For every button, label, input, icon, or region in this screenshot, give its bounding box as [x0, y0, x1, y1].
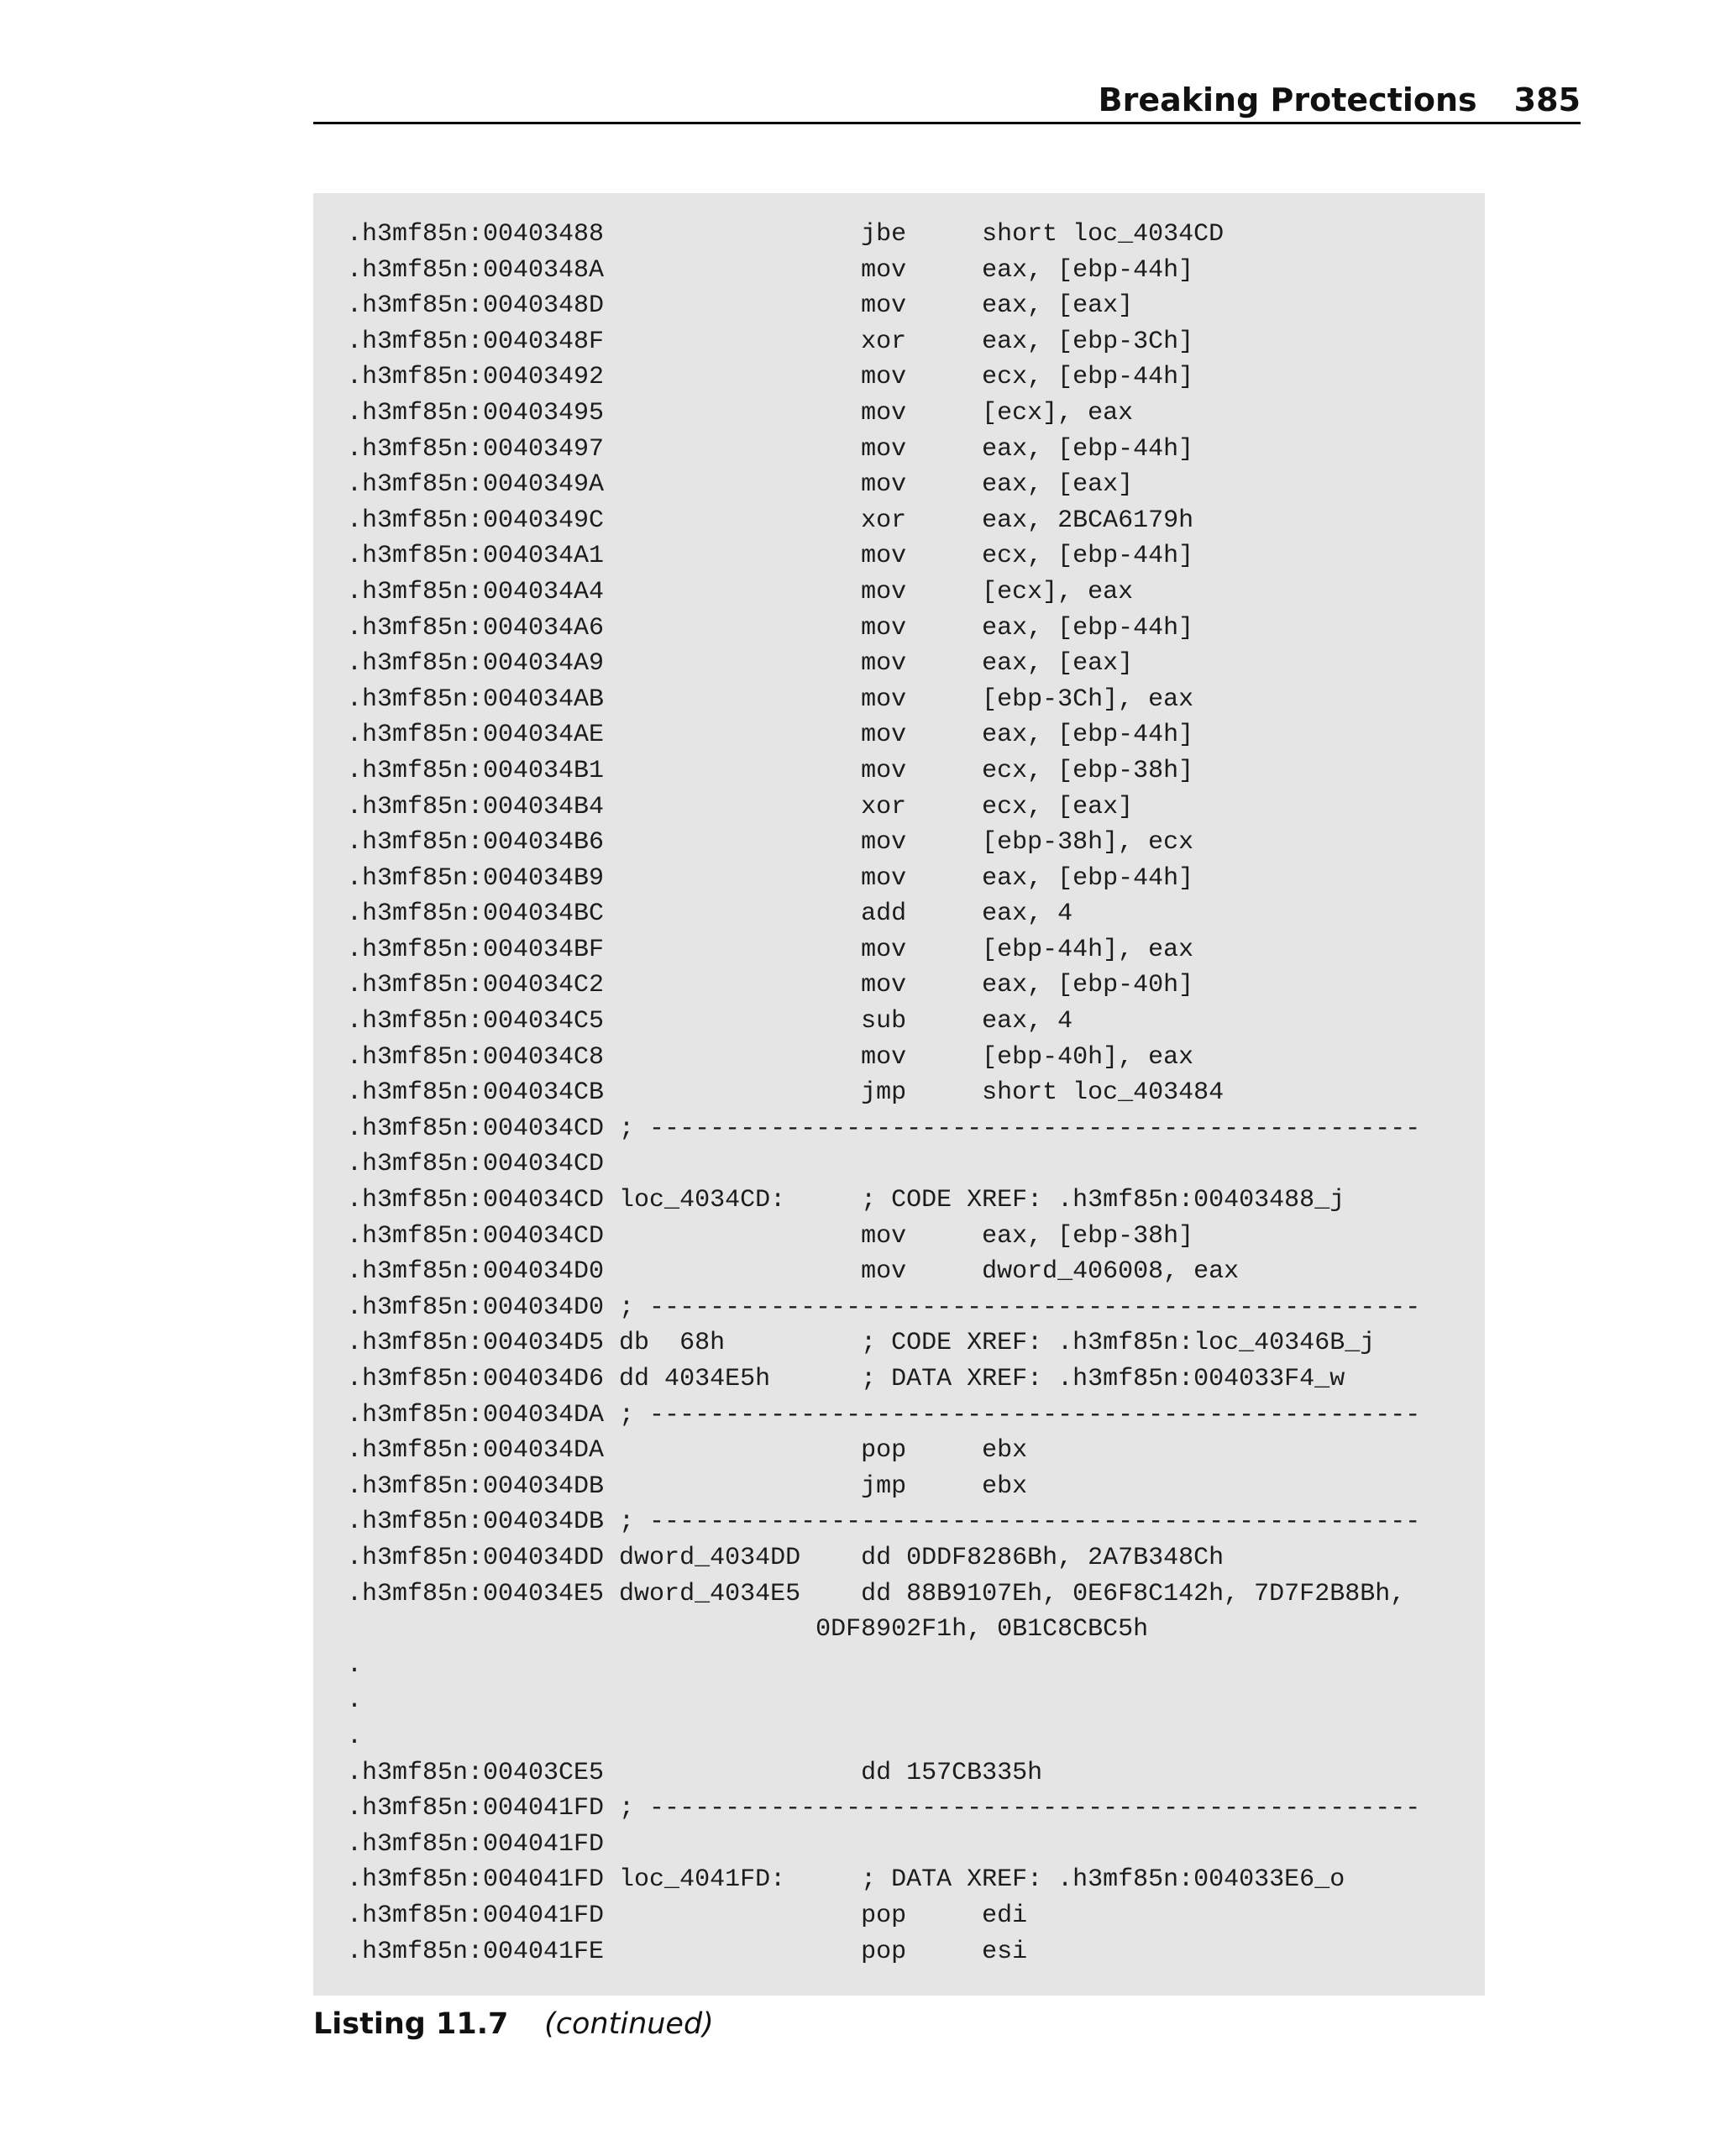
code-line: 0DF8902F1h, 0B1C8CBC5h — [347, 1615, 1149, 1645]
code-line: .h3mf85n:004034D0 mov dword_406008, eax — [347, 1257, 1240, 1287]
code-line: .h3mf85n:004034D6 dd 4034E5h ; DATA XREF: .h3mf85n:004033F4_w — [347, 1365, 1345, 1393]
code-line: .h3mf85n:004034BF mov [ebp-44h], eax — [347, 935, 1194, 964]
code-line: .h3mf85n:004034C2 mov eax, [ebp-40h] — [347, 971, 1194, 1000]
code-line: . — [347, 1650, 363, 1680]
code-block — [347, 217, 1485, 1970]
code-line: .h3mf85n:004034B1 mov ecx, [ebp-38h] — [347, 756, 1194, 785]
code-line: .h3mf85n:004034DA pop ebx — [347, 1436, 1028, 1466]
code-line: .h3mf85n:004034DD dword_4034DD dd 0DDF8286Bh, 2A7B348Ch — [347, 1543, 1224, 1572]
code-line: .h3mf85n:004034AE mov eax, [ebp-44h] — [347, 721, 1194, 750]
code-line: .h3mf85n:004034B4 xor ecx, [eax] — [347, 792, 1134, 821]
code-line: .h3mf85n:004034B9 mov eax, [ebp-44h] — [347, 863, 1194, 893]
code-line: .h3mf85n:00403488 jbe short loc_4034CD — [347, 220, 1224, 249]
code-line: .h3mf85n:004034B6 mov [ebp-38h], ecx — [347, 828, 1194, 858]
code-line: . — [347, 1687, 363, 1716]
code-line: . — [347, 1722, 363, 1751]
listing-caption — [313, 2007, 714, 2041]
code-line: .h3mf85n:004034BC add eax, 4 — [347, 900, 1073, 929]
code-line: .h3mf85n:004041FE pop esi — [347, 1937, 1028, 1966]
code-listing — [313, 193, 1485, 1996]
code-line: .h3mf85n:00403497 mov eax, [ebp-44h] — [347, 434, 1194, 464]
code-line: .h3mf85n:004034AB mov [ebp-3Ch], eax — [347, 685, 1194, 714]
code-line: .h3mf85n:004034D0 ; --------------------------------------------------- — [347, 1293, 1421, 1322]
page-number: 385 — [1513, 81, 1581, 118]
listing-caption-label: Listing 11.7 — [313, 2007, 509, 2041]
running-head-title: Breaking Protections — [1098, 81, 1477, 118]
code-line: .h3mf85n:004041FD pop edi — [347, 1901, 1028, 1930]
code-line: .h3mf85n:004034DB ; --------------------------------------------------- — [347, 1508, 1421, 1537]
code-line: .h3mf85n:0040348F xor eax, [ebp-3Ch] — [347, 327, 1194, 356]
code-line: .h3mf85n:004034C5 sub eax, 4 — [347, 1007, 1073, 1036]
code-line: .h3mf85n:004034A1 mov ecx, [ebp-44h] — [347, 542, 1194, 571]
code-line: .h3mf85n:004034CD ; --------------------------------------------------- — [347, 1114, 1421, 1143]
code-line: .h3mf85n:0040348D mov eax, [eax] — [347, 291, 1134, 321]
code-line: .h3mf85n:00403495 mov [ecx], eax — [347, 398, 1134, 428]
code-line: .h3mf85n:004041FD ; --------------------------------------------------- — [347, 1794, 1421, 1823]
code-line: .h3mf85n:004034A6 mov eax, [ebp-44h] — [347, 613, 1194, 643]
code-line: .h3mf85n:00403CE5 dd 157CB335h — [347, 1758, 1043, 1787]
code-line: .h3mf85n:004041FD loc_4041FD: ; DATA XREF: .h3mf85n:004033E6_o — [347, 1865, 1345, 1895]
code-line: .h3mf85n:004034DA ; --------------------------------------------------- — [347, 1400, 1421, 1429]
code-line: .h3mf85n:004034CD mov eax, [ebp-38h] — [347, 1221, 1194, 1251]
code-line: .h3mf85n:004034A9 mov eax, [eax] — [347, 649, 1134, 679]
code-line: .h3mf85n:004034CD — [347, 1150, 605, 1179]
code-line: .h3mf85n:004034CD loc_4034CD: ; CODE XREF: .h3mf85n:00403488_j — [347, 1186, 1345, 1215]
code-line: .h3mf85n:00403492 mov ecx, [ebp-44h] — [347, 363, 1194, 392]
code-line: .h3mf85n:004041FD — [347, 1829, 605, 1859]
code-line: .h3mf85n:004034D5 db 68h ; CODE XREF: .h3mf85n:loc_40346B_j — [347, 1329, 1376, 1358]
code-line: .h3mf85n:004034C8 mov [ebp-40h], eax — [347, 1042, 1194, 1072]
code-line: .h3mf85n:0040349A mov eax, [eax] — [347, 470, 1134, 500]
running-head — [313, 77, 1581, 124]
code-line: .h3mf85n:0040349C xor eax, 2BCA6179h — [347, 506, 1194, 535]
code-line: .h3mf85n:004034DB jmp ebx — [347, 1471, 1028, 1501]
code-line: .h3mf85n:0040348A mov eax, [ebp-44h] — [347, 255, 1194, 285]
code-line: .h3mf85n:004034E5 dword_4034E5 dd 88B9107Eh, 0E6F8C142h, 7D7F2B8Bh, — [347, 1579, 1406, 1608]
code-line: .h3mf85n:004034A4 mov [ecx], eax — [347, 577, 1134, 606]
listing-caption-note: (continued) — [544, 2007, 714, 2041]
code-line: .h3mf85n:004034CB jmp short loc_403484 — [347, 1078, 1224, 1108]
